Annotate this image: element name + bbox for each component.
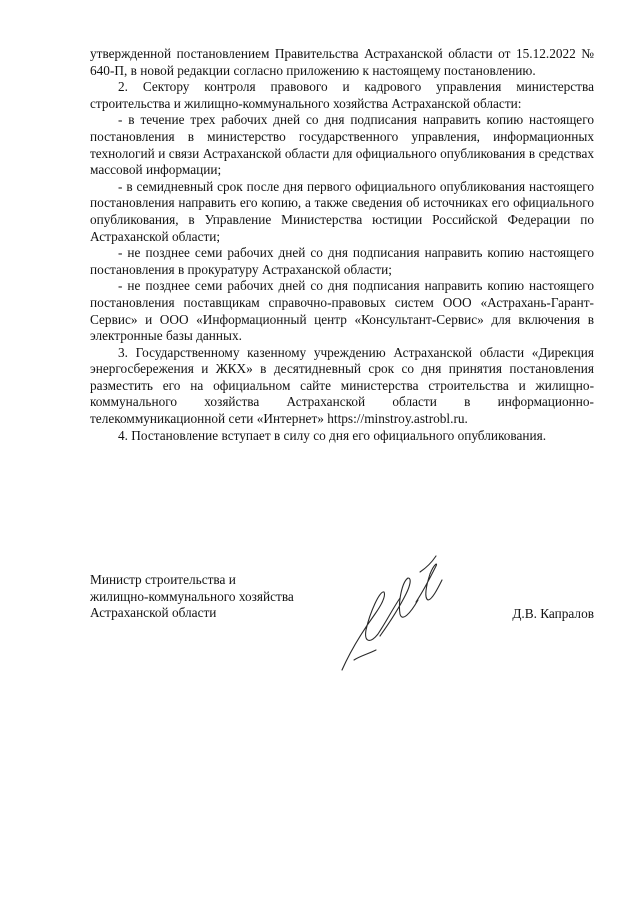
paragraph-item-2-subitem-4: - не позднее семи рабочих дней со дня подписания направить копию настоящего постановления поставщикам справочно-правовых систем ООО «Астрахань-Гарант-Сервис» и ООО «Информационный центр «Консультант-Сервис» для включения в электронные базы данных. xyxy=(90,278,594,344)
signatory-title-line: жилищно-коммунального хозяйства xyxy=(90,588,294,604)
handwritten-signature xyxy=(320,552,450,680)
paragraph-item-2-subitem-2: - в семидневный срок после дня первого официального опубликования настоящего постановления направить его копию, а также сведения об источниках его официального опубликования, в Управление Министерства юстиции Российской Федерации по Астраханской области; xyxy=(90,178,594,244)
document-body xyxy=(90,46,594,444)
signatory-name: Д.В. Капралов xyxy=(512,606,594,621)
paragraph-item-2: 2. Сектору контроля правового и кадрового управления министерства строительства и жилищно-коммунального хозяйства Астраханской области: xyxy=(90,79,594,111)
signatory-title xyxy=(90,572,350,622)
signatory-title-line: Министр строительства и xyxy=(90,572,236,587)
paragraph-item-2-subitem-3: - не позднее семи рабочих дней со дня подписания направить копию настоящего постановления в прокуратуру Астраханской области; xyxy=(90,245,594,277)
signatory-title-line: Астраханской области xyxy=(90,605,217,621)
paragraph-item-4: 4. Постановление вступает в силу со дня его официального опубликования. xyxy=(118,427,547,443)
signature-block xyxy=(90,572,594,692)
paragraph-item-3: 3. Государственному казенному учреждению Астраханской области «Дирекция энергосбережения и ЖКХ» в десятидневный срок со дня принятия постановления разместить его на официальном сайте министерства строительства и жилищно-коммунального хозяйства Астраханской области в информационно-телекоммуникационной сети «Интернет» https://minstroy.astrobl.ru. xyxy=(90,344,594,427)
paragraph-item-2-subitem-1: - в течение трех рабочих дней со дня подписания направить копию настоящего постановления в министерство государственного управления, информационных технологий и связи Астраханской области для официального опубликования в средствах массовой информации; xyxy=(90,112,594,178)
paragraph-approval-continuation: утвержденной постановлением Правительства Астраханской области от 15.12.2022 № 640-П, в новой редакции согласно приложению к настоящему постановлению. xyxy=(90,46,594,78)
